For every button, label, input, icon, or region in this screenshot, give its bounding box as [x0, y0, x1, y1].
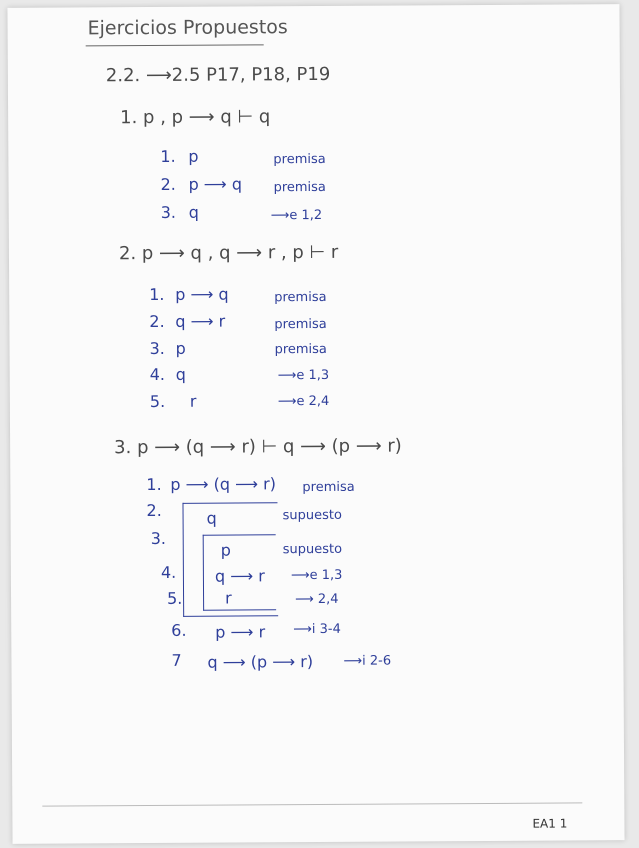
- ex3-line-justification: ⟶i 3-4: [293, 621, 341, 638]
- ex3-line-number: 6.: [171, 620, 187, 640]
- section-header: 2.2. ⟶2.5 P17, P18, P19: [105, 63, 331, 87]
- ex3-line-number: 2.: [146, 500, 162, 521]
- page-footer: EA1 1: [532, 816, 568, 831]
- ex3-statement: 3. p ⟶ (q ⟶ r) ⊢ q ⟶ (p ⟶ r): [114, 435, 402, 459]
- ex1-line-formula: p: [188, 146, 199, 166]
- ex3-line-formula: q ⟶ (p ⟶ r): [207, 652, 314, 672]
- ex3-line-justification: supuesto: [282, 541, 343, 558]
- ex3-line-formula: r: [225, 588, 232, 608]
- ex3-line-justification: premisa: [302, 479, 355, 496]
- title-underline: [86, 44, 264, 46]
- ex3-line-formula: q ⟶ r: [214, 566, 265, 586]
- ex3-line-number: 3.: [150, 528, 167, 549]
- page-bottom-rule: [42, 802, 582, 806]
- ex3-line-justification: ⟶ 2,4: [295, 591, 339, 608]
- ex3-line-justification: ⟶e 1,3: [290, 567, 343, 584]
- ex1-line-number: 1.: [160, 146, 176, 166]
- ex2-line-number: 3.: [149, 338, 165, 359]
- ex1-line-justification: premisa: [273, 151, 326, 168]
- ex2-line-number: 1.: [149, 284, 165, 305]
- ex2-line-number: 4.: [149, 364, 166, 385]
- ex3-line-number: 5.: [167, 588, 183, 608]
- ex1-line-number: 3.: [160, 202, 177, 222]
- ex2-line-justification: premisa: [274, 341, 327, 358]
- ex2-statement: 2. p ⟶ q , q ⟶ r , p ⊢ r: [118, 241, 339, 265]
- ex2-line-formula: p: [175, 338, 186, 358]
- ex1-line-number: 2.: [160, 174, 176, 194]
- ex1-line-formula: q: [188, 202, 199, 222]
- ex3-line-formula: p ⟶ (q ⟶ r): [170, 474, 277, 494]
- ex2-line-justification: ⟶e 2,4: [277, 393, 330, 410]
- ex1-statement: 1. p , p ⟶ q ⊢ q: [120, 106, 271, 129]
- ex2-line-justification: ⟶e 1,3: [277, 367, 330, 384]
- notebook-page: [7, 4, 624, 844]
- ex3-line-formula: p: [220, 540, 231, 560]
- ex2-line-formula: p ⟶ q: [175, 284, 229, 304]
- ex2-line-number: 5.: [149, 391, 166, 412]
- page-title: Ejercicios Propuestos: [87, 16, 288, 40]
- ex2-line-formula: q ⟶ r: [175, 311, 226, 331]
- ex1-line-justification: premisa: [273, 179, 326, 196]
- ex1-line-formula: p ⟶ q: [188, 174, 243, 194]
- ex2-line-formula: r: [189, 391, 197, 411]
- ex3-line-number: 4.: [160, 562, 177, 582]
- ex2-line-justification: premisa: [274, 289, 327, 306]
- ex3-line-formula: q: [206, 508, 217, 528]
- ex3-line-number: 1.: [146, 474, 162, 495]
- ex2-line-justification: premisa: [274, 316, 327, 333]
- ex3-line-justification: ⟶i 2-6: [343, 653, 392, 669]
- ex3-line-number: 7: [171, 650, 182, 670]
- ex3-line-justification: supuesto: [282, 507, 342, 524]
- ex3-line-formula: p ⟶ r: [215, 622, 266, 642]
- ex2-line-formula: q: [175, 364, 186, 384]
- ex1-line-justification: ⟶e 1,2: [270, 207, 323, 224]
- ex2-line-number: 2.: [149, 311, 165, 332]
